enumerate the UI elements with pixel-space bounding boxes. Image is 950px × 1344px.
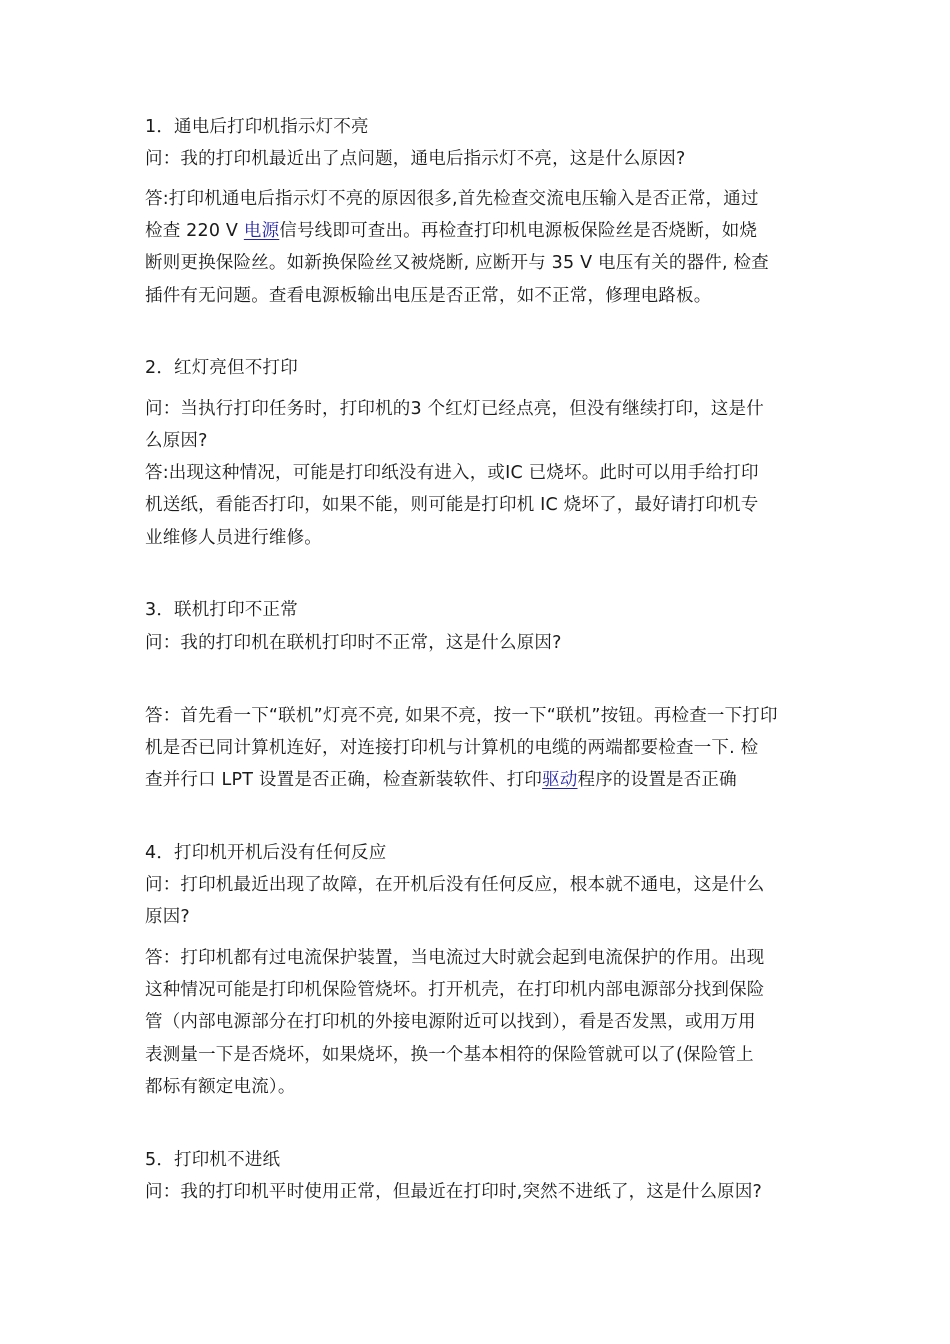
section-4-question-line-2: 原因?	[145, 907, 190, 927]
section-1-answer-line-3: 断则更换保险丝。如新换保险丝又被烧断, 应断开与 35 V 电压有关的器件, 检查	[145, 253, 769, 273]
section-3-heading: 3．联机打印不正常	[145, 600, 298, 620]
section-3-answer-line-3-suffix: 程序的设置是否正确	[577, 770, 737, 790]
section-5-question: 问：我的打印机平时使用正常，但最近在打印时,突然不进纸了，这是什么原因?	[145, 1182, 763, 1202]
section-2-answer-line-1: 答:出现这种情况，可能是打印纸没有进入，或IC 已烧坏。此时可以用手给打印	[145, 463, 759, 483]
driver-link[interactable]: 驱动	[542, 770, 578, 790]
section-3-answer-line-3	[145, 768, 825, 792]
section-2-heading: 2．红灯亮但不打印	[145, 358, 298, 378]
section-3-question: 问：我的打印机在联机打印时不正常，这是什么原因?	[145, 633, 562, 653]
section-3-answer-line-2: 机是否已同计算机连好，对连接打印机与计算机的电缆的两端都要检查一下. 检	[145, 738, 759, 758]
section-1-answer-line-4: 插件有无问题。查看电源板输出电压是否正常，如不正常，修理电路板。	[145, 286, 712, 306]
section-1-heading: 1．通电后打印机指示灯不亮	[145, 117, 369, 137]
section-1-answer-line-2-prefix: 检查 220 V	[145, 221, 244, 241]
section-4-answer-line-5: 都标有额定电流）。	[145, 1077, 296, 1097]
section-2-question-line-2: 么原因?	[145, 431, 208, 451]
section-4-answer-line-1: 答：打印机都有过电流保护装置，当电流过大时就会起到电流保护的作用。出现	[145, 948, 765, 968]
section-3-answer-line-3-prefix: 查并行口 LPT 设置是否正确，检查新装软件、打印	[145, 770, 543, 790]
section-3-answer-line-1: 答：首先看一下“联机”灯亮不亮, 如果不亮，按一下“联机”按钮。再检查一下打印	[145, 706, 778, 726]
power-supply-link[interactable]: 电源	[243, 221, 280, 241]
section-4-heading: 4．打印机开机后没有任何反应	[145, 843, 387, 863]
section-1-answer-line-1: 答:打印机通电后指示灯不亮的原因很多,首先检查交流电压输入是否正常，通过	[145, 189, 759, 209]
section-1-answer-line-2-suffix: 信号线即可查出。再检查打印机电源板保险丝是否烧断，如烧	[279, 221, 758, 241]
section-4-answer-line-4: 表测量一下是否烧坏，如果烧坏，换一个基本相符的保险管就可以了(保险管上	[145, 1045, 754, 1065]
section-4-question-line-1: 问：打印机最近出现了故障，在开机后没有任何反应，根本就不通电，这是什么	[145, 875, 765, 895]
section-2-answer-line-3: 业维修人员进行维修。	[145, 528, 322, 548]
section-1-answer-line-2	[145, 219, 825, 243]
section-2-answer-line-2: 机送纸，看能否打印，如果不能，则可能是打印机 IC 烧坏了，最好请打印机专	[145, 495, 759, 515]
section-5-heading: 5．打印机不进纸	[145, 1150, 281, 1170]
section-2-question-line-1: 问：当执行打印任务时，打印机的3 个红灯已经点亮，但没有继续打印，这是什	[145, 399, 764, 419]
section-1-question: 问：我的打印机最近出了点问题，通电后指示灯不亮，这是什么原因?	[145, 149, 686, 169]
section-4-answer-line-3: 管（内部电源部分在打印机的外接电源附近可以找到），看是否发黑，或用万用	[145, 1012, 756, 1032]
section-4-answer-line-2: 这种情况可能是打印机保险管烧坏。打开机壳，在打印机内部电源部分找到保险	[145, 980, 765, 1000]
